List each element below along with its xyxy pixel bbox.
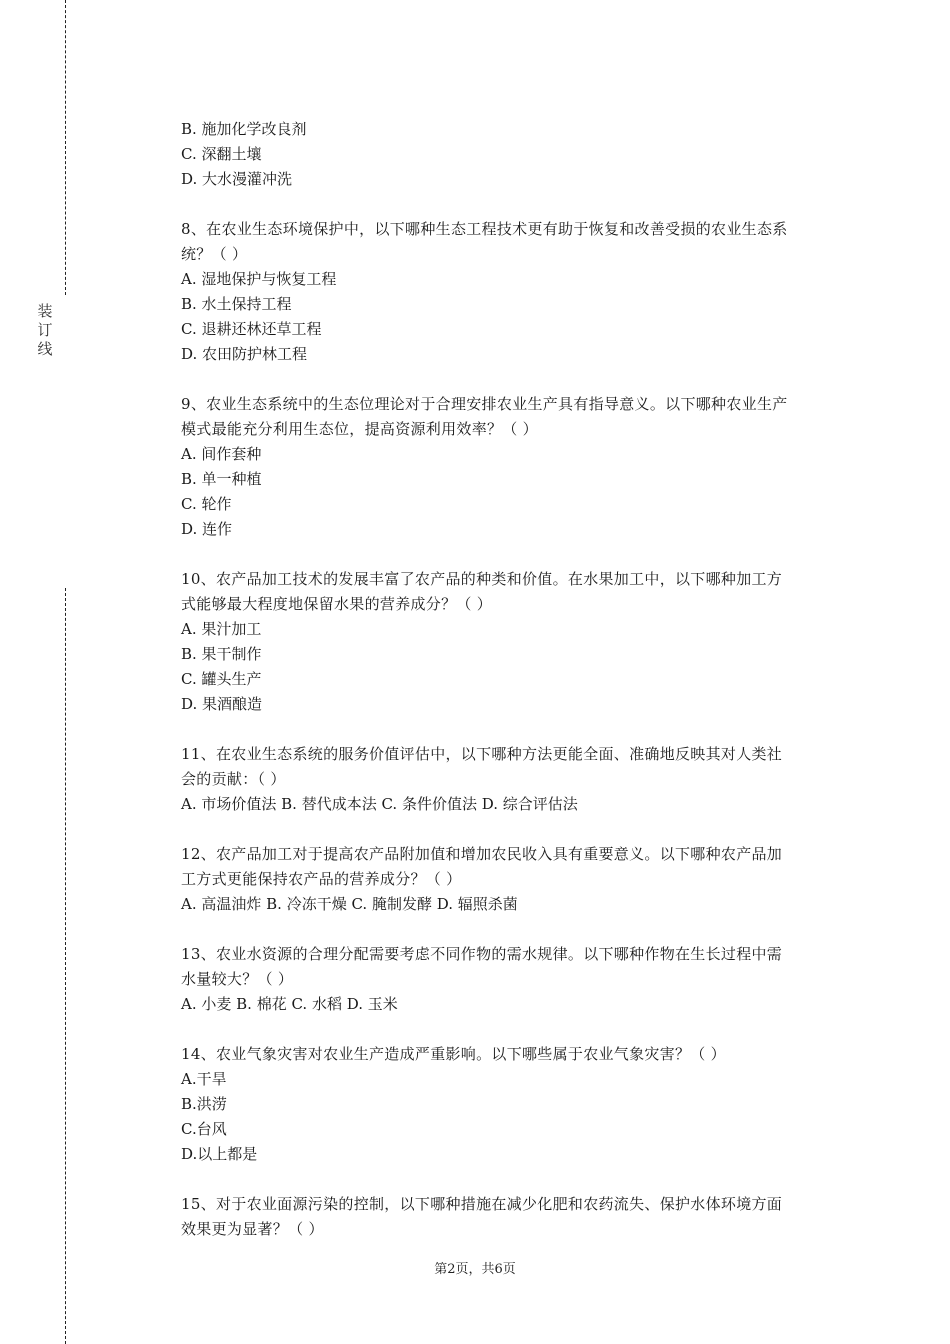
answer-option: C. 退耕还林还草工程 <box>181 320 322 338</box>
question-text: 14、农业气象灾害对农业生产造成严重影响。以下哪些属于农业气象灾害？（ ） <box>181 1045 726 1063</box>
answer-option: D.以上都是 <box>181 1145 258 1163</box>
answer-option: B.洪涝 <box>181 1095 227 1113</box>
question-text: 15、对于农业面源污染的控制，以下哪种措施在减少化肥和农药流失、保护水体环境方面 <box>181 1195 783 1213</box>
answer-option: C. 深翻土壤 <box>181 145 262 163</box>
answer-option: B. 水土保持工程 <box>181 295 292 313</box>
binding-char: 装 <box>37 302 53 320</box>
answer-option: B. 果干制作 <box>181 645 262 663</box>
answer-option: A. 间作套种 <box>181 445 262 463</box>
answer-option: A.干旱 <box>181 1070 227 1088</box>
answer-option: A. 高温油炸 B. 冷冻干燥 C. 腌制发酵 D. 辐照杀菌 <box>181 895 518 913</box>
answer-option: A. 湿地保护与恢复工程 <box>181 270 337 288</box>
binding-char: 订 <box>37 321 53 339</box>
question-text: 9、农业生态系统中的生态位理论对于合理安排农业生产具有指导意义。以下哪种农业生产 <box>181 395 788 413</box>
block-spacer <box>181 817 841 842</box>
question-text: 会的贡献：（ ） <box>181 770 286 788</box>
block-spacer <box>181 717 841 742</box>
answer-option: C.台风 <box>181 1120 227 1138</box>
block-spacer <box>181 1017 841 1042</box>
question-14 <box>181 1042 841 1167</box>
question-text: 8、在农业生态环境保护中，以下哪种生态工程技术更有助于恢复和改善受损的农业生态系 <box>181 220 788 238</box>
answer-option: A. 小麦 B. 棉花 C. 水稻 D. 玉米 <box>181 995 398 1013</box>
question-9 <box>181 392 841 542</box>
block-spacer <box>181 917 841 942</box>
block-spacer <box>181 367 841 392</box>
question-13 <box>181 942 841 1017</box>
answer-option: A. 市场价值法 B. 替代成本法 C. 条件价值法 D. 综合评估法 <box>181 795 578 813</box>
answer-option: A. 果汁加工 <box>181 620 262 638</box>
question-text: 13、农业水资源的合理分配需要考虑不同作物的需水规律。以下哪种作物在生长过程中需 <box>181 945 783 963</box>
question-7-options <box>181 117 841 192</box>
block-spacer <box>181 1167 841 1192</box>
answer-option: C. 罐头生产 <box>181 670 262 688</box>
question-10 <box>181 567 841 717</box>
question-text: 式能够最大程度地保留水果的营养成分？（ ） <box>181 595 493 613</box>
question-12 <box>181 842 841 917</box>
binding-line-bottom <box>65 588 66 1344</box>
question-text: 模式最能充分利用生态位，提高资源利用效率？（ ） <box>181 420 538 438</box>
question-text: 12、农产品加工对于提高农产品附加值和增加农民收入具有重要意义。以下哪种农产品加 <box>181 845 783 863</box>
block-spacer <box>181 542 841 567</box>
binding-line-top <box>65 0 66 295</box>
answer-option: D. 大水漫灌冲洗 <box>181 170 293 188</box>
question-text: 工方式更能保持农产品的营养成分？（ ） <box>181 870 462 888</box>
question-text: 11、在农业生态系统的服务价值评估中，以下哪种方法更能全面、准确地反映其对人类社 <box>181 745 783 763</box>
page-footer: 第2页，共6页 <box>434 1262 516 1277</box>
binding-label <box>36 302 54 359</box>
question-content <box>181 117 841 1242</box>
answer-option: C. 轮作 <box>181 495 232 513</box>
question-11 <box>181 742 841 817</box>
answer-option: B. 施加化学改良剂 <box>181 120 307 138</box>
binding-char: 线 <box>37 340 53 358</box>
question-text: 水量较大？（ ） <box>181 970 294 988</box>
answer-option: D. 连作 <box>181 520 233 538</box>
question-text: 统？（ ） <box>181 245 248 263</box>
question-text: 10、农产品加工技术的发展丰富了农产品的种类和价值。在水果加工中，以下哪种加工方 <box>181 570 783 588</box>
question-15 <box>181 1192 841 1242</box>
answer-option: D. 果酒酿造 <box>181 695 263 713</box>
question-text: 效果更为显著？（ ） <box>181 1220 324 1238</box>
answer-option: B. 单一种植 <box>181 470 262 488</box>
question-8 <box>181 217 841 367</box>
block-spacer <box>181 192 841 217</box>
answer-option: D. 农田防护林工程 <box>181 345 308 363</box>
